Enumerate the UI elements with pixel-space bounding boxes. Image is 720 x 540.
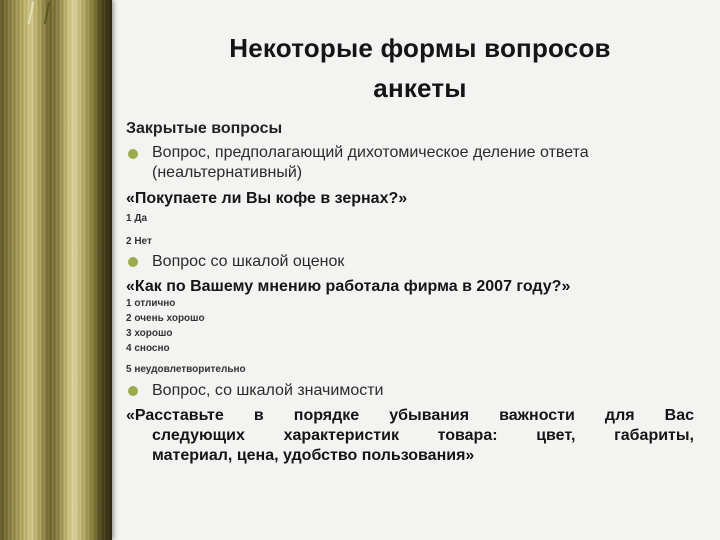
answer-option: 1 Да <box>126 213 148 224</box>
answer-option: 4 сносно <box>126 343 170 354</box>
bullet-dichotomous-line2: (неальтернативный) <box>152 164 303 181</box>
bullet-dichotomous-line1: Вопрос, предполагающий дихотомическое деление ответа <box>152 144 589 161</box>
bullet-dot-icon <box>128 149 138 159</box>
title-line-1: Некоторые формы вопросов <box>229 33 611 63</box>
answer-option: 3 хорошо <box>126 328 173 339</box>
answer-option: 5 неудовлетворительно <box>126 364 246 375</box>
question-importance-line3: материал, цена, удобство пользования» <box>152 447 475 464</box>
frame-ornament <box>28 2 51 24</box>
bullet-dot-icon <box>128 257 138 267</box>
answer-option: 1 отлично <box>126 298 176 309</box>
bullet-dot-icon <box>128 386 138 396</box>
question-importance-ranking <box>126 406 694 466</box>
answer-option: 2 Нет <box>126 236 152 247</box>
question-importance-line1: «Расставьте в порядке убывания важности для Вас <box>126 407 694 424</box>
frame-shadow-edge <box>96 0 112 540</box>
title-line-2: анкеты <box>373 73 467 103</box>
question-importance-line2: следующих характеристик товара: цвет, габариты, <box>152 427 694 444</box>
section-heading: Закрытые вопросы <box>126 120 283 137</box>
slide-title <box>140 28 700 108</box>
question-firm-2007: «Как по Вашему мнению работала фирма в 2007 году?» <box>126 278 571 295</box>
answer-option: 2 очень хорошо <box>126 313 205 324</box>
bullet-importance-scale: Вопрос, со шкалой значимости <box>152 382 384 399</box>
bullet-rating-scale: Вопрос со шкалой оценок <box>152 253 345 270</box>
question-coffee: «Покупаете ли Вы кофе в зернах?» <box>126 190 408 207</box>
